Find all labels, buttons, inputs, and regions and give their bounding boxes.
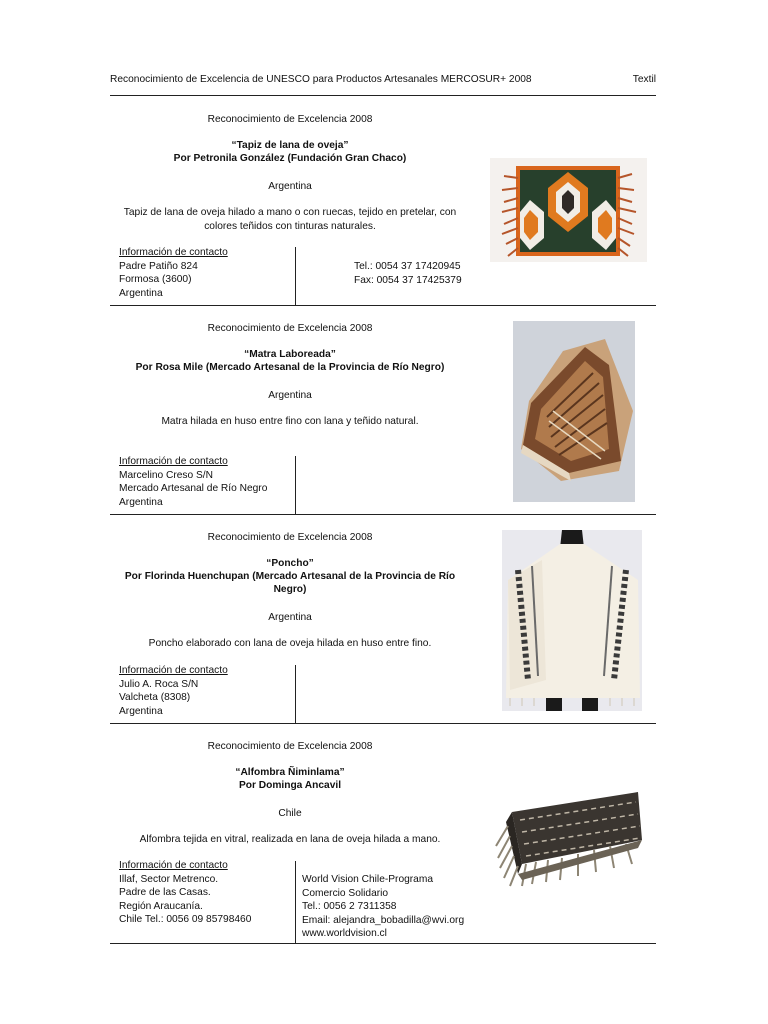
poncho-photo bbox=[502, 530, 642, 711]
contact-divider bbox=[295, 247, 296, 305]
contact-info: Información de contacto Julio A. Roca S/N Valcheta (8308) Argentina bbox=[119, 665, 228, 717]
award-label: Reconocimiento de Excelencia 2008 bbox=[207, 323, 373, 334]
entry-description: Matra hilada en huso entre fino con lana y teñido natural. bbox=[161, 416, 419, 427]
contact-divider bbox=[295, 665, 296, 723]
entry-title: “Alfombra Ñiminlama” Por Dominga Ancavil bbox=[235, 767, 345, 791]
matra-photo bbox=[513, 321, 635, 502]
entry-country: Argentina bbox=[268, 390, 312, 401]
award-label: Reconocimiento de Excelencia 2008 bbox=[207, 532, 373, 543]
entry-country: Argentina bbox=[268, 181, 312, 192]
contact-info: Información de contacto Padre Patiño 824 Formosa (3600) Argentina bbox=[119, 247, 228, 299]
contact-divider bbox=[295, 456, 296, 514]
entry-rule bbox=[110, 943, 656, 944]
entry-rule bbox=[110, 514, 656, 515]
entry-rule bbox=[110, 723, 656, 724]
entry-description: Tapiz de lana de oveja hilado a mano o con ruecas, tejido en pretelar, con colores teñidos con tinturas naturales. bbox=[123, 207, 457, 232]
contact-phone-fax: Tel.: 0054 37 17420945 Fax: 0054 37 17425379 bbox=[354, 261, 462, 286]
contact-heading: Información de contacto bbox=[119, 860, 228, 871]
contact-info: Información de contacto Marcelino Creso S/N Mercado Artesanal de Río Negro Argentina bbox=[119, 456, 268, 508]
entry-title: “Matra Laboreada” Por Rosa Mile (Mercado Artesanal de la Provincia de Río Negro) bbox=[135, 349, 445, 373]
contact-heading: Información de contacto bbox=[119, 247, 228, 258]
entry-description: Alfombra tejida en vitral, realizada en lana de oveja hilada a mano. bbox=[139, 834, 441, 845]
award-label: Reconocimiento de Excelencia 2008 bbox=[207, 741, 373, 752]
entry-country: Chile bbox=[278, 808, 302, 819]
contact-organization: World Vision Chile-Programa Comercio Solidario Tel.: 0056 2 7311358 Email: alejandra_bobadilla@wvi.org www.worldvision.cl bbox=[302, 874, 465, 939]
entry-title: “Poncho” Por Florinda Huenchupan (Mercado Artesanal de la Provincia de Río Negro) bbox=[124, 558, 456, 595]
entry-rule bbox=[110, 305, 656, 306]
entry-country: Argentina bbox=[268, 612, 312, 623]
header-rule bbox=[110, 95, 656, 96]
contact-heading: Información de contacto bbox=[119, 456, 228, 467]
alfombra-photo bbox=[492, 786, 647, 891]
contact-heading: Información de contacto bbox=[119, 665, 228, 676]
award-label: Reconocimiento de Excelencia 2008 bbox=[207, 114, 373, 125]
tapiz-photo bbox=[490, 158, 647, 262]
header-section: Textil bbox=[632, 74, 656, 85]
contact-divider bbox=[295, 861, 296, 943]
contact-info: Información de contacto Illaf, Sector Metrenco. Padre de las Casas. Región Araucanía. Chile Tel.: 0056 09 85798460 bbox=[119, 860, 252, 925]
header-title: Reconocimiento de Excelencia de UNESCO para Productos Artesanales MERCOSUR+ 2008 bbox=[110, 74, 532, 85]
entry-title: “Tapiz de lana de oveja” Por Petronila González (Fundación Gran Chaco) bbox=[173, 140, 407, 164]
entry-description: Poncho elaborado con lana de oveja hilada en huso entre fino. bbox=[148, 638, 432, 649]
